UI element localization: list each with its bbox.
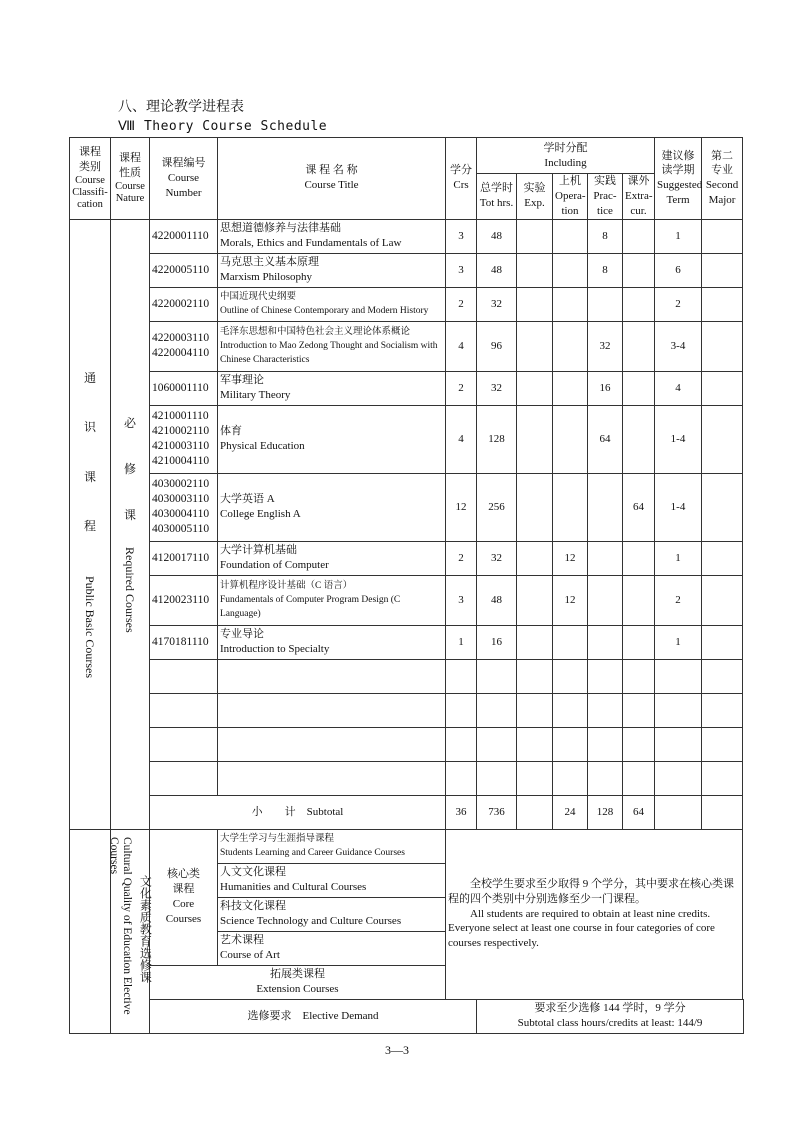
category-char: 识 (83, 420, 96, 435)
core-label-line: 核心类 (167, 868, 200, 881)
course-title-en: Foundation of Computer (220, 559, 329, 572)
course-prac: 16 (588, 371, 623, 405)
empty-cell (588, 761, 623, 795)
course-number: 4030002110 (152, 478, 210, 491)
course-term: 3-4 (655, 321, 702, 371)
course-oper (553, 405, 588, 473)
course-number: 1060001110 (152, 381, 209, 394)
course-oper (553, 625, 588, 659)
empty-cell (553, 693, 588, 727)
empty-cell (655, 727, 702, 761)
course-number: 4120023110 (152, 593, 210, 606)
empty-cell (150, 659, 218, 693)
core-course-item (218, 863, 446, 897)
course-credits: 3 (446, 575, 477, 625)
course-title-en: Outline of Chinese Contemporary and Modern History (220, 306, 429, 317)
course-row (70, 473, 744, 541)
elective-nature-en: Cultural Quality of Education Elective Courses (107, 837, 134, 1015)
course-prac (588, 625, 623, 659)
course-number: 4170181110 (152, 635, 209, 648)
course-term: 1 (655, 541, 702, 575)
empty-cell (623, 693, 655, 727)
course-extra (623, 541, 655, 575)
subtotal-extra: 64 (623, 795, 655, 829)
subtotal-total: 736 (477, 795, 517, 829)
subtotal-oper: 24 (553, 795, 588, 829)
elective-nature-cn: 文化素质教育选修课 (138, 875, 153, 984)
empty-cell (517, 659, 553, 693)
course-prac (588, 473, 623, 541)
course-term: 6 (655, 253, 702, 287)
course-total: 128 (477, 405, 517, 473)
course-oper (553, 321, 588, 371)
empty-cell (517, 693, 553, 727)
course-title-cell (218, 625, 446, 659)
subtotal-prac: 128 (588, 795, 623, 829)
empty-cell (150, 761, 218, 795)
course-exp (517, 371, 553, 405)
course-total: 96 (477, 321, 517, 371)
course-extra (623, 321, 655, 371)
category-char: 课 (83, 469, 96, 484)
core-label-line: 课程 (172, 883, 195, 896)
course-second-major (702, 253, 743, 287)
demand-en: Subtotal class hours/credits at least: 144/9 (517, 1017, 703, 1030)
course-prac: 64 (588, 405, 623, 473)
nature-required-courses (111, 219, 150, 829)
course-second-major (702, 473, 743, 541)
course-credits: 4 (446, 405, 477, 473)
elective-note-en: All students are required to obtain at least nine credits. Everyone select at least one course in four categories of core courses respectively. (448, 907, 715, 950)
course-credits: 1 (446, 625, 477, 659)
course-title-cell (218, 253, 446, 287)
page-number: 3—3 (385, 1043, 409, 1057)
header-total-hours: 总学时 Tot hrs. (477, 174, 517, 220)
empty-cell (446, 727, 477, 761)
course-number-cell (150, 575, 218, 625)
course-oper (553, 219, 588, 253)
header-category: 课程 类别 Course Classifi- cation (70, 138, 111, 220)
course-title-cn: 大学英语 A (220, 493, 275, 506)
core-course-item (218, 897, 446, 931)
course-extra (623, 287, 655, 321)
course-second-major (702, 321, 743, 371)
course-oper (553, 371, 588, 405)
course-total: 32 (477, 287, 517, 321)
course-title-cell (218, 541, 446, 575)
course-number: 4030005110 (152, 523, 210, 536)
course-extra (623, 575, 655, 625)
course-title-en: Morals, Ethics and Fundamentals of Law (220, 237, 402, 250)
course-second-major (702, 541, 743, 575)
course-title-cn: 军事理论 (220, 374, 264, 387)
course-number: 4220002110 (152, 297, 210, 310)
empty-cell (446, 659, 477, 693)
empty-cell (477, 761, 517, 795)
course-title-cell (218, 371, 446, 405)
empty-cell (623, 761, 655, 795)
section-title-cn: 八、理论教学进程表 (118, 99, 244, 115)
course-title-en: Fundamentals of Computer Program Design (C Language) (220, 594, 401, 620)
core-item-cn: 科技文化课程 (220, 900, 286, 913)
course-exp (517, 321, 553, 371)
course-number: 4220001110 (152, 229, 209, 242)
course-number: 4210001110 (152, 410, 209, 423)
empty-cell (553, 659, 588, 693)
course-oper (553, 473, 588, 541)
course-row (70, 541, 744, 575)
course-total: 48 (477, 219, 517, 253)
core-item-cn: 大学生学习与生涯指导课程 (220, 833, 335, 844)
core-item-en: Students Learning and Career Guidance Courses (220, 848, 405, 859)
empty-cell (655, 693, 702, 727)
nature-en: Required Courses (123, 547, 138, 634)
course-exp (517, 541, 553, 575)
empty-cell (623, 659, 655, 693)
course-schedule-table (69, 137, 744, 1034)
course-prac (588, 287, 623, 321)
empty-cell (446, 761, 477, 795)
empty-cell (588, 693, 623, 727)
course-title-en: Marxism Philosophy (220, 271, 312, 284)
course-title-cn: 专业导论 (220, 628, 264, 641)
empty-cell (150, 727, 218, 761)
core-course-item (218, 931, 446, 965)
course-term: 2 (655, 287, 702, 321)
course-second-major (702, 625, 743, 659)
course-title-cell (218, 473, 446, 541)
demand-cn: 要求至少选修 144 学时，9 学分 (534, 1002, 686, 1015)
course-title-cn: 中国近现代史纲要 (220, 291, 297, 302)
course-extra (623, 371, 655, 405)
course-title-cn: 毛泽东思想和中国特色社会主义理论体系概论 (220, 326, 411, 337)
course-second-major (702, 287, 743, 321)
core-label-line: Core (172, 898, 195, 911)
course-exp (517, 405, 553, 473)
header-extracurricular: 课外 Extra- cur. (623, 174, 655, 220)
empty-cell (553, 727, 588, 761)
course-number-cell (150, 541, 218, 575)
course-total: 256 (477, 473, 517, 541)
course-prac: 8 (588, 219, 623, 253)
core-item-cn: 艺术课程 (220, 934, 264, 947)
course-title-cell (218, 321, 446, 371)
empty-cell (588, 727, 623, 761)
elective-note-cn: 全校学生要求至少取得 9 个学分，其中要求在核心类课程的四个类别中分别选修至少一门课程。 (448, 877, 734, 905)
course-extra (623, 219, 655, 253)
course-number: 4220004110 (152, 347, 210, 360)
course-title-cn: 计算机程序设计基础（C 语言） (220, 580, 353, 591)
empty-cell (218, 693, 446, 727)
empty-cell (446, 693, 477, 727)
course-title-en: Military Theory (220, 389, 291, 402)
course-prac: 8 (588, 253, 623, 287)
course-number-cell (150, 287, 218, 321)
category-blank (70, 829, 111, 1033)
course-exp (517, 219, 553, 253)
subtotal-term (655, 795, 702, 829)
section-title-en: Ⅷ Theory Course Schedule (118, 119, 328, 134)
course-extra (623, 253, 655, 287)
header-hours-including: 学时分配 Including (477, 138, 655, 174)
category-char: 程 (83, 518, 96, 533)
empty-cell (702, 693, 743, 727)
subtotal-second-major (702, 795, 743, 829)
empty-cell (623, 727, 655, 761)
empty-row (70, 727, 744, 761)
course-row (70, 321, 744, 371)
course-term: 4 (655, 371, 702, 405)
course-second-major (702, 575, 743, 625)
course-title-cell (218, 219, 446, 253)
course-exp (517, 287, 553, 321)
empty-cell (702, 761, 743, 795)
course-number-cell (150, 473, 218, 541)
course-title-cn: 思想道德修养与法律基础 (220, 222, 341, 235)
header-experiment: 实验 Exp. (517, 174, 553, 220)
elective-row (70, 829, 744, 863)
course-term: 1 (655, 625, 702, 659)
course-credits: 4 (446, 321, 477, 371)
course-total: 48 (477, 253, 517, 287)
empty-cell (218, 727, 446, 761)
course-credits: 2 (446, 541, 477, 575)
course-number: 4210003110 (152, 440, 210, 453)
nature-char: 修 (123, 462, 136, 477)
course-total: 48 (477, 575, 517, 625)
empty-row (70, 693, 744, 727)
core-label-line: Courses (165, 912, 202, 925)
course-exp (517, 473, 553, 541)
course-number-cell (150, 321, 218, 371)
course-extra: 64 (623, 473, 655, 541)
course-credits: 3 (446, 253, 477, 287)
course-credits: 3 (446, 219, 477, 253)
course-number: 4030003110 (152, 493, 210, 506)
course-row (70, 405, 744, 473)
category-en: Public Basic Courses (83, 575, 98, 678)
extension-cn: 拓展类课程 (270, 968, 325, 981)
course-exp (517, 625, 553, 659)
course-title-cn: 体育 (220, 425, 242, 438)
course-prac (588, 575, 623, 625)
course-number: 4030004110 (152, 508, 210, 521)
course-term: 1-4 (655, 473, 702, 541)
nature-char: 课 (123, 508, 136, 523)
course-second-major (702, 219, 743, 253)
course-title-cn: 大学计算机基础 (220, 544, 297, 557)
course-credits: 2 (446, 287, 477, 321)
elective-row (70, 999, 744, 1033)
course-term: 1 (655, 219, 702, 253)
core-item-en: Science Technology and Culture Courses (220, 915, 402, 928)
course-extra (623, 405, 655, 473)
course-number-cell (150, 253, 218, 287)
course-number: 4220003110 (152, 332, 210, 345)
course-title-en: College English A (220, 508, 301, 521)
header-nature: 课程 性质 Course Nature (111, 138, 150, 220)
course-title-cell (218, 287, 446, 321)
category-char: 通 (83, 371, 96, 386)
empty-cell (477, 659, 517, 693)
elective-demand-value (477, 999, 744, 1033)
subtotal-credits: 36 (446, 795, 477, 829)
core-item-cn: 人文文化课程 (220, 866, 286, 879)
subtotal-label: 小 计 Subtotal (150, 795, 446, 829)
empty-row (70, 761, 744, 795)
course-oper (553, 253, 588, 287)
course-number-cell (150, 405, 218, 473)
category-public-basic-courses (70, 219, 111, 829)
course-title-en: Physical Education (220, 440, 305, 453)
course-oper: 12 (553, 575, 588, 625)
course-credits: 2 (446, 371, 477, 405)
header-second-major: 第二 专业 Second Major (702, 138, 743, 220)
header-row (70, 138, 744, 174)
course-row (70, 625, 744, 659)
core-item-en: Course of Art (220, 949, 280, 962)
course-total: 32 (477, 371, 517, 405)
course-term: 1-4 (655, 405, 702, 473)
course-oper: 12 (553, 541, 588, 575)
empty-cell (655, 761, 702, 795)
course-exp (517, 575, 553, 625)
empty-cell (477, 727, 517, 761)
elective-nature (107, 829, 153, 1033)
core-courses-label (150, 829, 218, 965)
elective-demand-label: 选修要求 Elective Demand (150, 999, 477, 1033)
header-course-title: 课 程 名 称 Course Title (218, 138, 446, 220)
course-title-en: Introduction to Specialty (220, 643, 330, 656)
course-row (70, 219, 744, 253)
course-number: 4120017110 (152, 551, 210, 564)
course-number-cell (150, 219, 218, 253)
course-row (70, 575, 744, 625)
course-number: 4210004110 (152, 455, 210, 468)
course-row (70, 253, 744, 287)
course-credits: 12 (446, 473, 477, 541)
course-row (70, 287, 744, 321)
course-second-major (702, 371, 743, 405)
empty-cell (218, 659, 446, 693)
course-prac: 32 (588, 321, 623, 371)
empty-cell (655, 659, 702, 693)
header-credits: 学分 Crs (446, 138, 477, 220)
header-suggested-term: 建议修 读学期 Suggested Term (655, 138, 702, 220)
header-practice: 实践 Prac- tice (588, 174, 623, 220)
extension-en: Extension Courses (256, 983, 339, 996)
course-total: 16 (477, 625, 517, 659)
empty-cell (553, 761, 588, 795)
nature-char: 必 (123, 415, 136, 430)
subtotal-exp (517, 795, 553, 829)
empty-cell (517, 727, 553, 761)
course-row (70, 371, 744, 405)
course-title-cell (218, 575, 446, 625)
extension-courses (150, 965, 446, 999)
header-course-number: 课程编号 Course Number (150, 138, 218, 220)
elective-note (446, 829, 743, 999)
empty-cell (588, 659, 623, 693)
course-exp (517, 253, 553, 287)
course-number-cell (150, 371, 218, 405)
course-title-cn: 马克思主义基本原理 (220, 256, 319, 269)
empty-cell (218, 761, 446, 795)
header-operation: 上机 Opera- tion (553, 174, 588, 220)
core-item-en: Humanities and Cultural Courses (220, 881, 367, 894)
course-title-cell (218, 405, 446, 473)
core-course-item (218, 829, 446, 863)
course-number: 4210002110 (152, 425, 210, 438)
course-second-major (702, 405, 743, 473)
empty-cell (702, 727, 743, 761)
empty-cell (702, 659, 743, 693)
course-extra (623, 625, 655, 659)
empty-cell (517, 761, 553, 795)
course-title-en: Introduction to Mao Zedong Thought and Socialism with Chinese Characteristics (220, 340, 438, 366)
course-total: 32 (477, 541, 517, 575)
course-oper (553, 287, 588, 321)
course-number: 4220005110 (152, 263, 210, 276)
course-number-cell (150, 625, 218, 659)
empty-row (70, 659, 744, 693)
subtotal-row (70, 795, 744, 829)
empty-cell (477, 693, 517, 727)
course-prac (588, 541, 623, 575)
course-term: 2 (655, 575, 702, 625)
empty-cell (150, 693, 218, 727)
